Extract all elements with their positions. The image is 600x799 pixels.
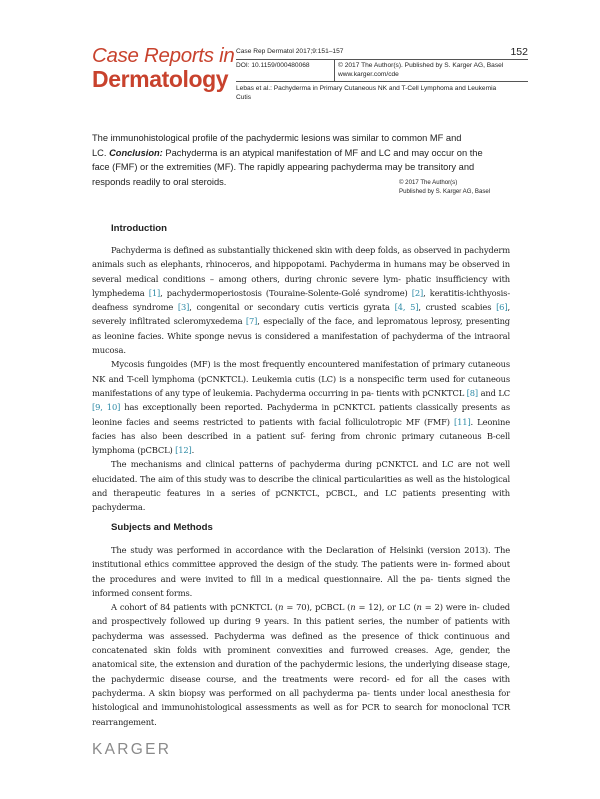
header-copyright-line1: © 2017 The Author(s). Published by S. Karger AG, Basel	[338, 62, 504, 69]
abstract-line: LC. Conclusion: Pachyderma is an atypical manifestation of MF and LC and may occur on the	[92, 147, 483, 158]
reference-link[interactable]: [7]	[245, 316, 258, 327]
page-number: 152	[510, 46, 528, 58]
reference-link[interactable]: [6]	[496, 302, 508, 313]
copyright-line: Published by S. Karger AG, Basel	[399, 188, 491, 196]
reference-link[interactable]: [9, 10]	[92, 402, 121, 413]
introduction-body	[92, 243, 510, 515]
abstract-line: The immunohistological profile of the pachydermic lesions was similar to common MF and	[92, 133, 462, 143]
abstract-line: responds readily to oral steroids.	[92, 176, 227, 187]
publisher-logo: KARGER	[92, 741, 172, 758]
header-rule-top	[236, 59, 528, 60]
paragraph: Pachyderma is defined as substantially thickened skin with deep folds, as observed in pachyderm animals such as elephants, rhinoceros, and hippopotami. Pachyderma in humans may be observed in several medical conditions – among others, during chronic severe lym- phatic insufficiency with lymphedema [1], pachydermoperiostosis (Touraine-Solente-Golé syndrome) [2], keratitis-ichthyosis-deafness syndrome [3], congenital or secondary cutis verticis gyrata [4, 5], crusted scabies [6], severely infiltrated scleromyxedema [7], especially of the face, and lepromatous leprosy, presenting as leonine facies. White sponge nevus is considered a manifestation of pachyderma of the intraoral mucosa.	[92, 245, 510, 356]
paragraph: A cohort of 84 patients with pCNKTCL (n = 70), pCBCL (n = 12), or LC (n = 2) were in- cluded and prospectively followed up during 9 years. In this patient series, the number of patients with pachyderma was assessed. Pachyderma was defined as the presence of thick continuous and concatenated skin folds with prominent convexities and furrowed creases. Age, gender, the anatomical site, the extension and duration of the pachydermic lesions, the underlying disease stage, the pachydermic disease course, and the treatments were record- ed for all the cases with pachyderma. A skin biopsy was performed on all pachyderma pa- tients under local anesthesia for histological and immunohistological assessments as well as for PCR to search for monoclonal TCR rearrangement.	[92, 602, 510, 727]
reference-link[interactable]: [1]	[148, 287, 161, 298]
citation: Case Rep Dermatol 2017;9:151–157	[236, 48, 344, 55]
paragraph: Mycosis fungoides (MF) is the most frequently encountered manifestation of primary cutaneous NK and T-cell lymphoma (pCNKTCL). Leukemia cutis (LC) is a nonspecific term used for cutaneous manifestations of any type of leukemia. Pachyderma occurring in pa- tients with pCNKTCL [8] and LC [9, 10] has exceptionally been reported. Pachyderma in pCNKTCL patients classically presents as leonine facies and seems restricted to patients with facial folliculotropic MF (FMF) [11]. Leonine facies has also been described in a patient suf- fering from chronic primary cutaneous B-cell lymphoma (pCBCL) [12].	[92, 359, 511, 456]
journal-logo	[92, 46, 234, 91]
header-divider	[334, 59, 335, 81]
reference-link[interactable]: [8]	[466, 387, 479, 398]
reference-link[interactable]: [11]	[454, 416, 471, 427]
abstract-line: face (FMF) or the extremities (MF). The rapidly appearing pachyderma may be transitory and	[92, 162, 475, 173]
conclusion-label: Conclusion:	[109, 147, 163, 158]
reference-link[interactable]: [3]	[177, 302, 190, 313]
paragraph: The study was performed in accordance with the Declaration of Helsinki (version 2013). The institutional ethics committee approved the design of the study. The patients were in- formed about the procedures and were invited to fill in a medical questionnaire. All the pa- tients signed the informed consent forms.	[92, 545, 510, 598]
journal-logo-line1: Case Reports in	[92, 44, 235, 67]
reference-link[interactable]: [12]	[175, 445, 192, 456]
introduction-heading: Introduction	[111, 223, 167, 234]
running-title-line1: Lebas et al.: Pachyderma in Primary Cutaneous NK and T-Cell Lymphoma and Leukemia	[236, 85, 497, 92]
paragraph: The mechanisms and clinical patterns of pachyderma during pCNKTCL and LC are not well elucidated. The aim of this study was to describe the clinical particularities as well as the histological and therapeutic features in a series of pCNKTCL, pCBCL, and LC patients presenting with pachyderma.	[92, 459, 510, 513]
header-website[interactable]: www.karger.com/cde	[338, 71, 399, 78]
methods-body	[92, 543, 510, 729]
methods-heading: Subjects and Methods	[111, 522, 213, 533]
running-title-line2: Cutis	[236, 94, 252, 101]
copyright-line: © 2017 The Author(s)	[399, 179, 458, 186]
journal-logo-line2: Dermatology	[92, 65, 229, 92]
doi[interactable]: DOI: 10.1159/000480068	[236, 62, 310, 69]
reference-link[interactable]: [4, 5]	[394, 302, 419, 313]
header-rule-middle	[236, 81, 528, 82]
copyright-block	[399, 178, 490, 196]
reference-link[interactable]: [2]	[411, 287, 424, 298]
